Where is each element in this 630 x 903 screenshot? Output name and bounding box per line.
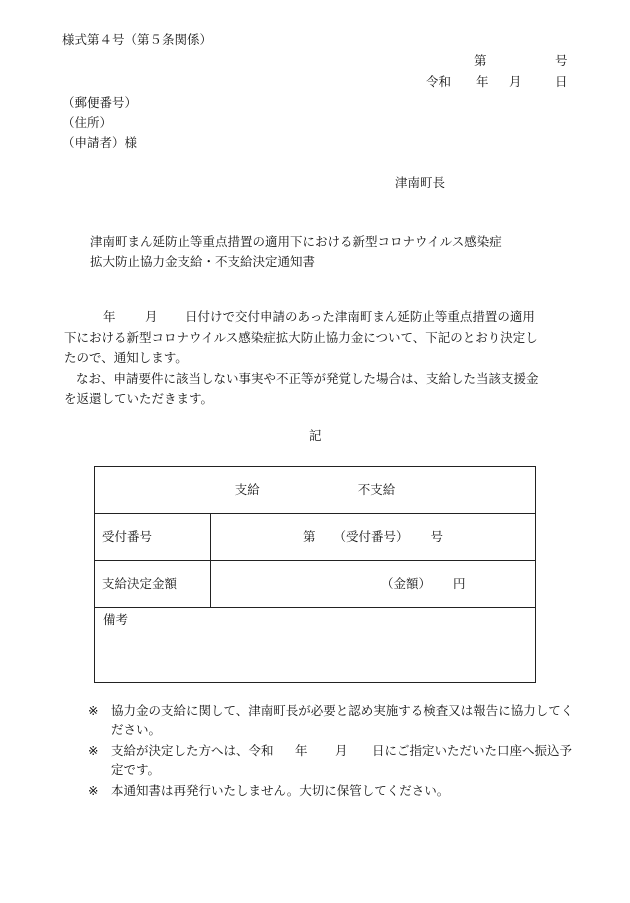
note2-month: 月 (335, 743, 348, 758)
note3-line: 本通知書は再発行いたしません。大切に保管してください。 (111, 783, 450, 798)
decision-approve: 支給 (234, 481, 260, 497)
decision-row (95, 467, 536, 514)
body-line5: を返還していただきます。 (64, 391, 214, 406)
ki-heading: 記 (309, 428, 322, 443)
note2-mark: ※ (88, 743, 99, 758)
title-line2: 拡大防止協力金支給・不支給決定通知書 (90, 254, 316, 269)
recipient-address: （住所） (62, 115, 113, 130)
receipt-go: 号 (430, 528, 443, 544)
date-day: 日 (555, 74, 568, 89)
date-month: 月 (509, 74, 522, 89)
decision-cell (95, 467, 536, 514)
receipt-value-cell (211, 514, 536, 561)
note2-year: 年 (295, 743, 308, 758)
body-month: 月 (145, 309, 158, 324)
receipt-dai: 第 (303, 528, 316, 544)
recipient-postal: （郵便番号） (62, 95, 138, 110)
receipt-label: 受付番号 (95, 514, 211, 561)
body-line3: たので、通知します。 (64, 350, 188, 365)
body-line4: なお、申請要件に該当しない事実や不正等が発覚した場合は、支給した当該支援金 (76, 371, 539, 386)
receipt-value: （受付番号） (333, 528, 409, 544)
body-year: 年 (103, 309, 116, 324)
decision-table (94, 466, 536, 683)
note2-part-b: 日にご指定いただいた口座へ振込予 (372, 743, 573, 758)
decision-deny: 不支給 (357, 481, 396, 497)
doc-number-dai: 第 (474, 53, 487, 68)
issuer: 津南町長 (395, 175, 446, 190)
amount-unit: 円 (452, 575, 466, 591)
receipt-row (95, 514, 536, 561)
remarks-label: 備考 (95, 608, 536, 683)
date-era: 令和 (426, 74, 452, 89)
amount-value: （金額） (381, 575, 432, 591)
title-line1: 津南町まん延防止等重点措置の適用下における新型コロナウイルス感染症 (90, 234, 502, 249)
doc-number-go: 号 (555, 53, 568, 68)
remarks-row (95, 608, 536, 683)
note1-line1: 協力金の支給に関して、津南町長が必要と認め実施する検査又は報告に協力してく (111, 703, 574, 718)
body-line2: 下における新型コロナウイルス感染症拡大防止協力金について、下記のとおり決定し (64, 330, 538, 345)
note3-mark: ※ (88, 783, 99, 798)
note2-line2: 定です。 (111, 762, 161, 777)
amount-label: 支給決定金額 (95, 561, 211, 608)
note2-part-a: 支給が決定した方へは、令和 (111, 743, 274, 758)
amount-value-cell (211, 561, 536, 608)
date-year: 年 (476, 74, 489, 89)
body-line1: 日付けで交付申請のあった津南町まん延防止等重点措置の適用 (185, 309, 535, 324)
amount-row (95, 561, 536, 608)
note1-mark: ※ (88, 703, 99, 718)
form-label: 様式第４号（第５条関係） (62, 32, 213, 47)
recipient-applicant: （申請者）様 (62, 135, 138, 150)
note1-line2: ださい。 (111, 722, 162, 737)
